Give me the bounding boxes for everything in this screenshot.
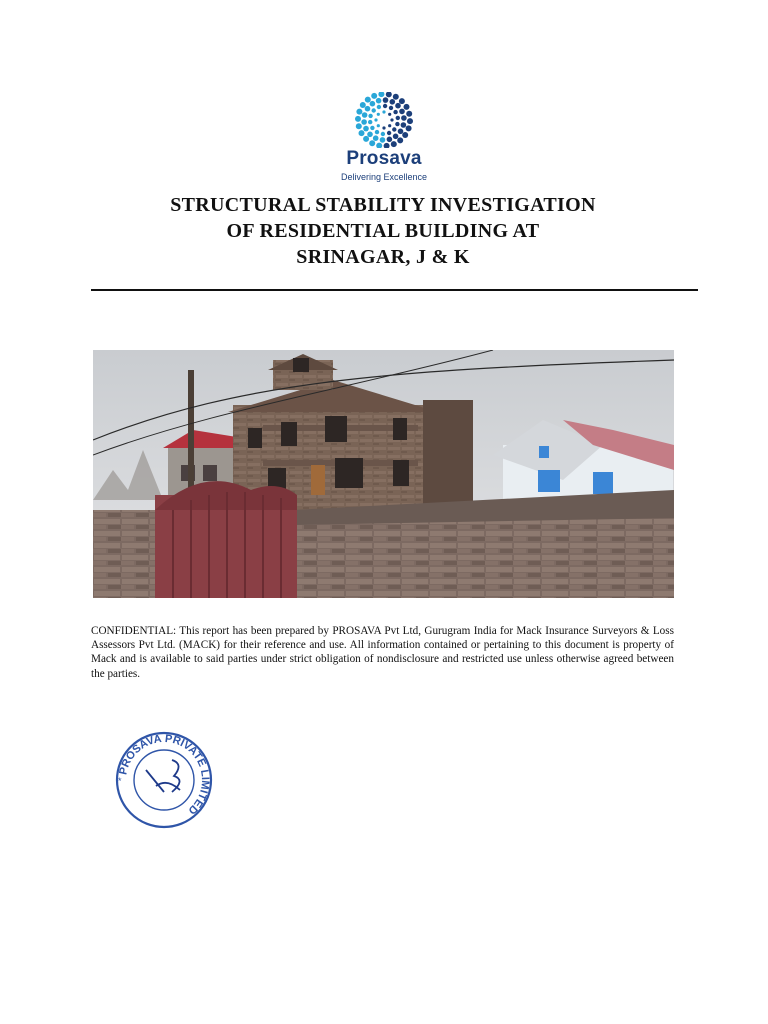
logo-dot bbox=[365, 97, 371, 103]
logo-dot bbox=[355, 116, 361, 122]
logo-dot bbox=[356, 123, 362, 129]
title-line-2: OF RESIDENTIAL BUILDING AT bbox=[226, 220, 540, 242]
logo-dot bbox=[392, 127, 396, 131]
logo-dot bbox=[372, 108, 376, 112]
logo-dot bbox=[382, 126, 385, 129]
logo-dot bbox=[363, 136, 369, 142]
logo-dot bbox=[387, 137, 393, 143]
logo-dot bbox=[395, 103, 401, 109]
document-title bbox=[90, 192, 676, 270]
logo-dot bbox=[393, 94, 399, 100]
logo-dot bbox=[368, 114, 372, 118]
title-line-1: STRUCTURAL STABILITY INVESTIGATION bbox=[170, 194, 596, 216]
logo-dot bbox=[386, 92, 392, 97]
title-line-3: SRINAGAR, J & K bbox=[296, 246, 470, 268]
logo-dot bbox=[388, 113, 391, 116]
logo-dot bbox=[393, 110, 397, 114]
logo-dot bbox=[370, 101, 376, 107]
logo-dot bbox=[406, 125, 412, 131]
logo-dot bbox=[371, 93, 377, 99]
logo-dot bbox=[369, 140, 375, 146]
company-stamp bbox=[112, 730, 216, 830]
logo-dot bbox=[377, 105, 381, 109]
logo-dot bbox=[389, 106, 393, 110]
logo-dot bbox=[370, 126, 374, 130]
logo-dot bbox=[359, 130, 365, 136]
logo-dot bbox=[383, 104, 387, 108]
logo-dot bbox=[368, 120, 372, 124]
logo-dot bbox=[401, 122, 407, 128]
logo-dots-icon bbox=[322, 92, 446, 148]
logo-dot bbox=[399, 109, 405, 115]
title-divider bbox=[91, 289, 698, 291]
logo-dot bbox=[373, 135, 379, 141]
logo-dot bbox=[401, 115, 407, 121]
logo-dot bbox=[396, 116, 400, 120]
logo-dot bbox=[388, 124, 391, 127]
building-photo bbox=[93, 350, 674, 598]
logo-dot bbox=[382, 110, 385, 113]
logo-dot bbox=[375, 130, 379, 134]
logo-dot bbox=[406, 111, 412, 117]
logo-dot bbox=[376, 98, 382, 104]
logo-dot bbox=[395, 122, 399, 126]
logo-dot bbox=[407, 118, 413, 124]
logo-dot bbox=[377, 124, 380, 127]
logo-dot bbox=[391, 141, 397, 147]
logo-dot bbox=[378, 92, 384, 97]
logo-dot bbox=[374, 118, 377, 121]
logo-dot bbox=[399, 98, 405, 104]
logo-dot bbox=[402, 132, 408, 138]
logo-dot bbox=[377, 113, 380, 116]
confidential-notice: CONFIDENTIAL: This report has been prepared by PROSAVA Pvt Ltd, Gurugram India for Mack Insurance Surveyors & Loss Assessors Pvt Ltd. (MACK) for their reference and use. All information contained or pertaining to this document is property of Mack and is available to said parties under strict obligation of nondisclosure and restricted use unless otherwise agreed between the parties. bbox=[91, 625, 674, 680]
logo-dot bbox=[356, 109, 362, 115]
prosava-logo bbox=[322, 92, 446, 188]
logo-dot bbox=[363, 126, 369, 132]
svg-text:PROSAVA PRIVATE LIMITED: PROSAVA PRIVATE LIMITED bbox=[117, 732, 212, 817]
logo-tagline: Delivering Excellence bbox=[340, 172, 428, 182]
logo-dot bbox=[404, 104, 410, 110]
svg-text:*: * bbox=[118, 776, 122, 786]
logo-dot bbox=[393, 134, 399, 140]
logo-dot bbox=[381, 132, 385, 136]
logo-dot bbox=[387, 131, 391, 135]
logo-dot bbox=[390, 118, 393, 121]
logo-dot bbox=[360, 102, 366, 108]
logo-dot bbox=[367, 132, 373, 138]
logo-dot bbox=[397, 137, 403, 143]
logo-dot bbox=[390, 99, 396, 105]
logo-dot bbox=[365, 106, 371, 112]
logo-dot bbox=[398, 129, 404, 135]
logo-dot bbox=[362, 112, 368, 118]
logo-dot bbox=[380, 137, 386, 143]
logo-dot bbox=[383, 97, 389, 103]
logo-brand-name: Prosava bbox=[346, 148, 422, 169]
logo-dot bbox=[361, 119, 367, 125]
